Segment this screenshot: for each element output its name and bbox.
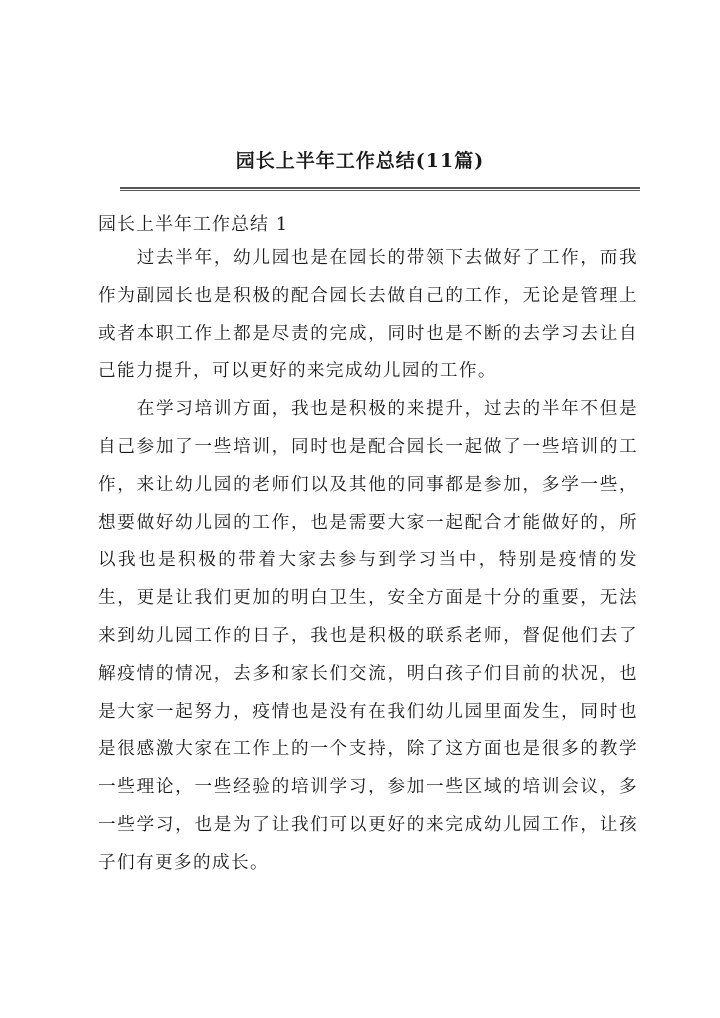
body-text <box>98 240 638 883</box>
section-heading: 园长上半年工作总结 1 <box>98 214 289 235</box>
paragraph: 过去半年，幼儿园也是在园长的带领下去做好了工作，而我作为副园长也是积极的配合园长去做自己的工作，无论是管理上或者本职工作上都是尽责的完成，同时也是不断的去学习去让自己能力提升，可以更好的来完成幼儿园的工作。 <box>98 248 638 382</box>
paragraph: 在学习培训方面，我也是积极的来提升，过去的半年不但是自己参加了一些培训，同时也是配合园长一起做了一些培训的工作，来让幼儿园的老师们以及其他的同事都是参加，多学一些，想要做好幼儿园的工作，也是需要大家一起配合才能做好的，所以我也是积极的带着大家去参与到学习当中，特别是疫情的发生，更是让我们更加的明白卫生，安全方面是十分的重要，无法来到幼儿园工作的日子，我也是积极的联系老师，督促他们去了解疫情的情况，去多和家长们交流，明白孩子们目前的状况，也是大家一起努力，疫情也是没有在我们幼儿园里面发生，同时也是很感激大家在工作上的一个支持，除了这方面也是很多的教学一些理论，一些经验的培训学习，参加一些区域的培训会议，多一些学习，也是为了让我们可以更好的来完成幼儿园工作，让孩子们有更多的成长。 <box>98 399 638 873</box>
document-title: 园长上半年工作总结(11篇) <box>235 150 485 172</box>
title-divider <box>120 187 640 191</box>
